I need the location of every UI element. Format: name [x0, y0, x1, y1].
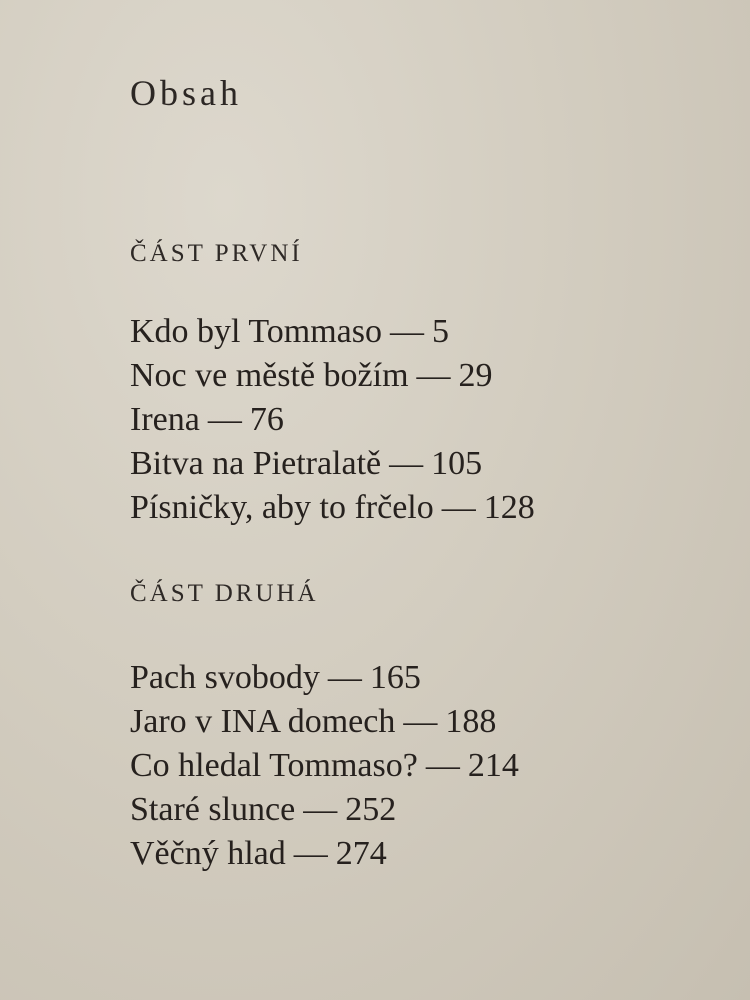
section-heading-part-two: ČÁST DRUHÁ: [130, 580, 319, 607]
entry-page-number: 165: [369, 659, 421, 696]
entry-dash: —: [303, 791, 338, 828]
toc-entry: [130, 486, 535, 530]
toc-entry: [130, 788, 519, 832]
entry-page-number: 76: [249, 401, 284, 438]
entry-title: Písničky, aby to frčelo: [130, 489, 434, 526]
entry-dash: —: [207, 401, 242, 438]
toc-entry: [130, 656, 519, 700]
entry-dash: —: [403, 703, 438, 740]
entry-page-number: 128: [483, 489, 535, 526]
entry-title: Staré slunce: [130, 791, 296, 828]
toc-entry: [130, 354, 535, 398]
entry-page-number: 274: [335, 835, 387, 872]
toc-entry: [130, 700, 519, 744]
entry-title: Bitva na Pietralatě: [130, 445, 382, 482]
entry-title: Kdo byl Tommaso: [130, 313, 382, 350]
entry-page-number: 252: [345, 791, 397, 828]
entry-dash: —: [425, 747, 460, 784]
entry-dash: —: [389, 445, 424, 482]
entry-title: Noc ve městě božím: [130, 357, 409, 394]
section-heading-part-one: ČÁST PRVNÍ: [130, 240, 303, 267]
toc-entry: [130, 832, 519, 876]
entry-title: Věčný hlad: [130, 835, 286, 872]
entry-page-number: 105: [431, 445, 483, 482]
toc-entry: [130, 310, 535, 354]
entry-dash: —: [441, 489, 476, 526]
entry-title: Pach svobody: [130, 659, 320, 696]
entry-dash: —: [293, 835, 328, 872]
entry-dash: —: [416, 357, 451, 394]
entry-dash: —: [390, 313, 424, 350]
page-title: Obsah: [130, 73, 242, 113]
toc-list-part-two: [130, 656, 519, 876]
entry-title: Jaro v INA domech: [130, 703, 396, 740]
toc-entry: [130, 442, 535, 486]
entry-title: Irena: [130, 401, 200, 438]
entry-page-number: 29: [458, 357, 493, 394]
entry-title: Co hledal Tommaso?: [130, 747, 418, 784]
toc-list-part-one: [130, 310, 535, 530]
entry-page-number: 5: [432, 313, 449, 350]
entry-dash: —: [327, 659, 362, 696]
entry-page-number: 188: [445, 703, 497, 740]
toc-entry: [130, 744, 519, 788]
entry-page-number: 214: [467, 747, 519, 784]
toc-entry: [130, 398, 535, 442]
